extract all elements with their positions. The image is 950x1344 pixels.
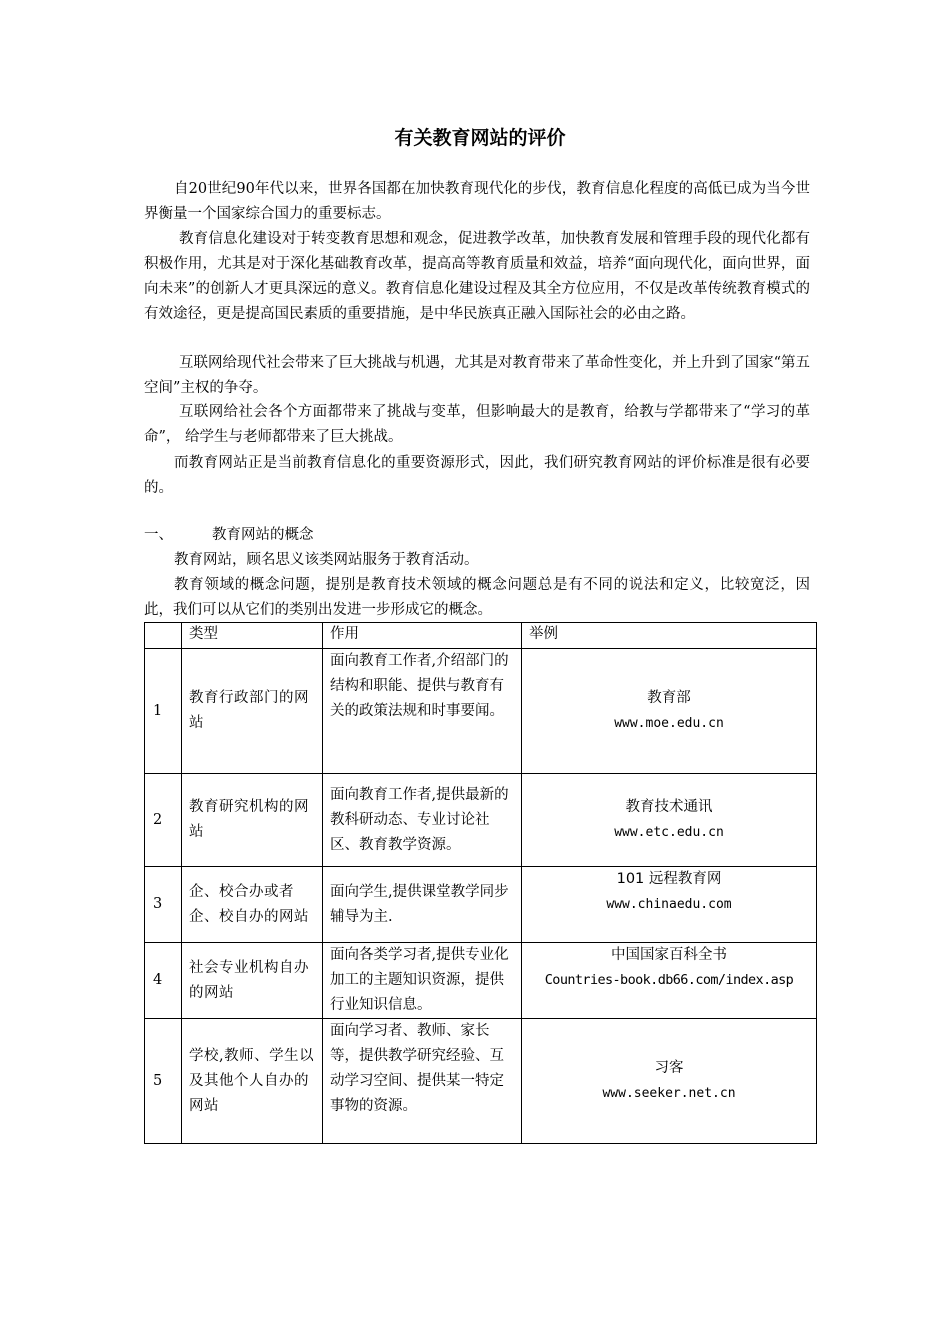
row-type: 教育行政部门的网站 — [182, 649, 323, 774]
example-name: 习客 — [654, 1060, 684, 1076]
row-type: 企、校合办或者企、校自办的网站 — [182, 867, 323, 943]
intro-paragraph-4: 互联网给社会各个方面都带来了挑战与变革，但影响最大的是教育，给教与学都带来了“学习的革命”， 给学生与老师都带来了巨大挑战。 — [144, 404, 810, 445]
header-cell-index — [145, 623, 182, 649]
row-type: 学校,教师、学生以及其他个人自办的网站 — [182, 1019, 323, 1144]
example-url: Countries-book.db66.com/index.asp — [544, 972, 794, 988]
example-name: 教育技术通讯 — [625, 799, 713, 815]
section-number: 一、 — [144, 527, 173, 543]
intro-paragraph-3: 互联网给现代社会带来了巨大挑战与机遇，尤其是对教育带来了革命性变化，并上升到了国家“第五空间”主权的争夺。 — [144, 355, 810, 396]
row-type: 教育研究机构的网站 — [182, 774, 323, 867]
example-url: www.chinaedu.com — [606, 897, 732, 912]
section-title: 教育网站的概念 — [212, 527, 314, 543]
table-row — [145, 649, 817, 774]
row-use: 面向教育工作者,介绍部门的结构和职能、提供与教育有关的政策法规和时事要闻。 — [323, 649, 522, 774]
section-heading — [144, 523, 314, 548]
row-index: 3 — [145, 867, 182, 943]
row-index: 2 — [145, 774, 182, 867]
row-example — [522, 774, 817, 867]
row-index: 5 — [145, 1019, 182, 1144]
intro-paragraph-5: 而教育网站正是当前教育信息化的重要资源形式，因此，我们研究教育网站的评价标准是很有必要的。 — [144, 455, 810, 496]
header-cell-use: 作用 — [323, 623, 522, 649]
table-row — [145, 1019, 817, 1144]
table-row — [145, 943, 817, 1019]
example-name: 中国国家百科全书 — [611, 947, 727, 963]
table-header-row — [145, 623, 817, 649]
section-paragraph-1: 教育网站，顾名思义该类网站服务于教育活动。 — [174, 552, 479, 568]
row-use: 面向学生,提供课堂教学同步辅导为主. — [323, 867, 522, 943]
row-example — [522, 867, 817, 943]
education-sites-table — [144, 622, 817, 1144]
row-index: 4 — [145, 943, 182, 1019]
row-type: 社会专业机构自办的网站 — [182, 943, 323, 1019]
row-example — [522, 1019, 817, 1144]
example-name: 101 远程教育网 — [616, 871, 722, 887]
example-url: www.moe.edu.cn — [614, 716, 724, 731]
intro-paragraph-2: 教育信息化建设对于转变教育思想和观念，促进教学改革，加快教育发展和管理手段的现代化都有积极作用，尤其是对于深化基础教育改革，提高高等教育质量和效益，培养“面向现代化，面向世界，面向未来”的创新人才更具深远的意义。教育信息化建设过程及其全方位应用，不仅是改革传统教育模式的有效途径，更是提高国民素质的重要措施，是中华民族真正融入国际社会的必由之路。 — [144, 231, 810, 322]
intro-paragraph-1: 自20世纪90年代以来，世界各国都在加快教育现代化的步伐，教育信息化程度的高低已成为当今世界衡量一个国家综合国力的重要标志。 — [144, 181, 810, 222]
row-use: 面向学习者、教师、家长等，提供教学研究经验、互动学习空间、提供某一特定事物的资源。 — [323, 1019, 522, 1144]
table-row — [145, 867, 817, 943]
page-title: 有关教育网站的评价 — [394, 127, 566, 149]
row-use: 面向教育工作者,提供最新的教科研动态、专业讨论社区、教育教学资源。 — [323, 774, 522, 867]
header-cell-type: 类型 — [182, 623, 323, 649]
table-row — [145, 774, 817, 867]
section-paragraph-2: 教育领域的概念问题，提别是教育技术领域的概念问题总是有不同的说法和定义，比较宽泛，因此，我们可以从它们的类别出发进一步形成它的概念。 — [144, 577, 810, 618]
row-use: 面向各类学习者,提供专业化加工的主题知识资源，提供行业知识信息。 — [323, 943, 522, 1019]
row-example — [522, 649, 817, 774]
row-example — [522, 943, 817, 1019]
row-index: 1 — [145, 649, 182, 774]
example-url: www.etc.edu.cn — [614, 825, 724, 840]
example-url: www.seeker.net.cn — [602, 1086, 736, 1101]
example-name: 教育部 — [647, 690, 691, 706]
header-cell-example: 举例 — [522, 623, 817, 649]
